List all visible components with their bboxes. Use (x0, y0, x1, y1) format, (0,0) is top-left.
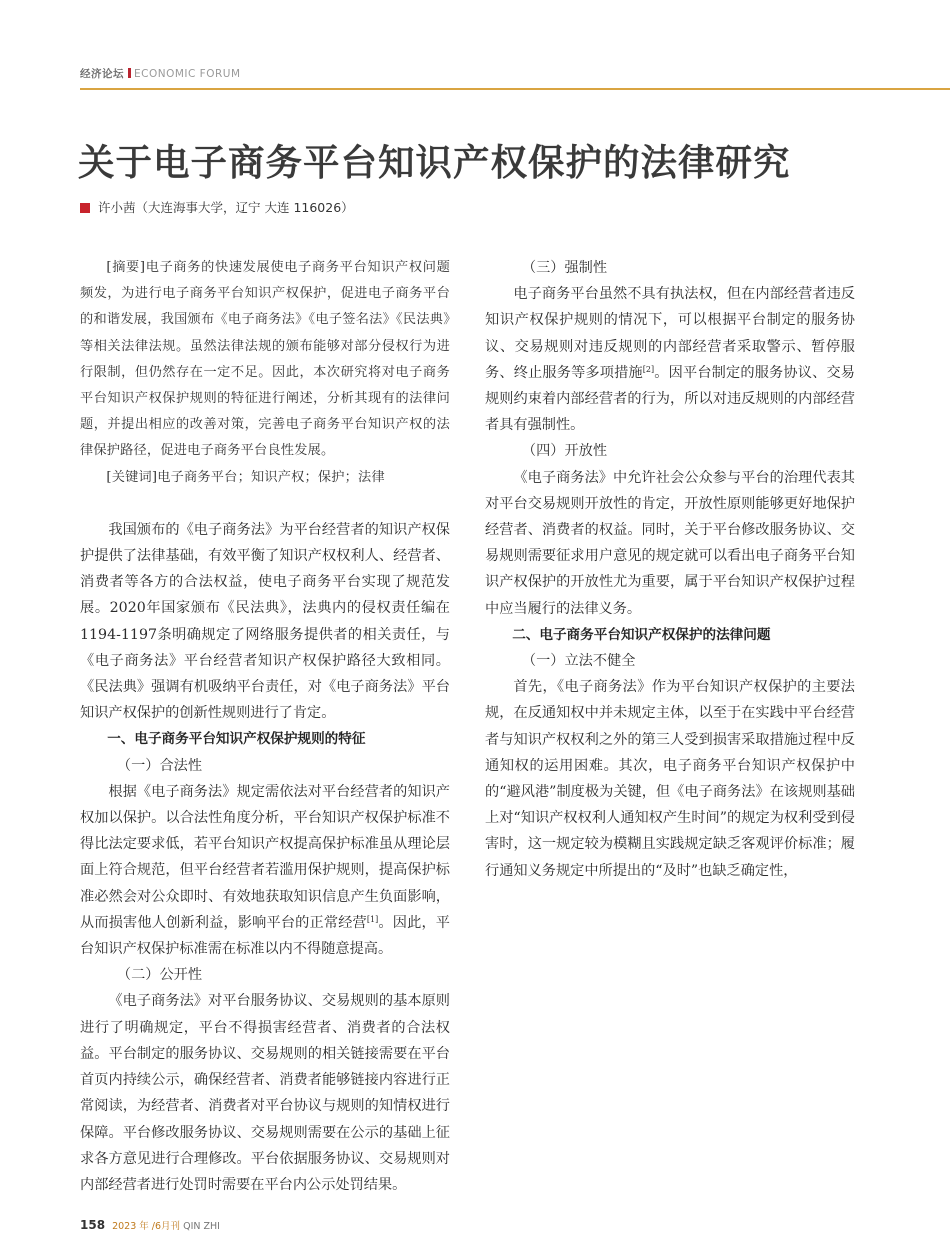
paragraph-text: 电子商务平台虽然不具有执法权，但在内部经营者违反知识产权保护规则的情况下，可以根据平台制定的服务协议、交易规则对违反规则的内部经营者采取警示、暂停服务、终止服务等多项措施 (485, 286, 855, 381)
left-body (80, 517, 450, 1198)
subheading-mandatory: （三）强制性 (521, 260, 608, 276)
subheading-legislation: （一）立法不健全 (521, 653, 636, 670)
paragraph-text: 根据《电子商务法》规定需依法对平台经营者的知识产权加以保护。以合法性角度分析，平台知识产权保护标准不得比法定要求低，若平台知识产权提高保护标准虽从理论层面上符合规范，但平台经营者若滥用保护规则，提高保护标准必然会对公众即时、有效地获取知识信息产生负面影响，从而损害他人创新利益，影响平台的正常经营 (80, 783, 450, 931)
header-rule (80, 88, 950, 90)
section-name: 经济论坛 (80, 68, 124, 80)
paragraph-mandatory (485, 281, 855, 438)
paragraph-text: 。因平台制定的服务协议、交易规则约束着内部经营者的行为，所以对违反规则的内部经营者具有强制性。 (485, 364, 855, 434)
journal-name: QIN ZHI (183, 1221, 220, 1232)
right-column (485, 255, 855, 884)
left-column (80, 255, 450, 1198)
issue-date: 2023 年 /6月刊 (112, 1221, 181, 1232)
citation-1: [1] (366, 914, 379, 924)
article-title: 关于电子商务平台知识产权保护的法律研究 (78, 141, 791, 184)
subheading-legality: （一）合法性 (116, 757, 203, 774)
page-number: 158 (80, 1218, 106, 1232)
header-divider (128, 68, 131, 78)
section-name-en: ECONOMIC FORUM (134, 68, 241, 80)
spacer (80, 491, 450, 517)
abstract-block (80, 255, 450, 491)
citation-2: [2] (642, 364, 655, 374)
page-footer (80, 1218, 220, 1232)
subheading-publicity: （二）公开性 (116, 967, 203, 984)
subheading-openness: （四）开放性 (521, 443, 608, 460)
section-heading-1: 一、电子商务平台知识产权保护规则的特征 (107, 731, 366, 748)
section-heading-2: 二、电子商务平台知识产权保护的法律问题 (512, 626, 771, 643)
paragraph-publicity: 《电子商务法》对平台服务协议、交易规则的基本原则进行了明确规定，平台不得损害经营者、消费者的合法权益。平台制定的服务协议、交易规则的相关链接需要在平台首页内持续公示，确保经营者、消费者能够链接内容进行正常阅读，为经营者、消费者对平台协议与规则的知情权进行保障。平台修改服务协议、交易规则需要在公示的基础上征求各方意见进行合理修改。平台依据服务协议、交易规则对内部经营者进行处罚时需要在平台内公示处罚结果。 (80, 993, 450, 1193)
author-marker (80, 203, 90, 213)
paragraph-legality (80, 779, 450, 962)
abstract: [摘要]电子商务的快速发展使电子商务平台知识产权问题频发，为进行电子商务平台知识产权保护，促进电子商务平台的和谐发展，我国颁布《电子商务法》《电子签名法》《民法典》等相关法律法规。虽然法律法规的颁布能够对部分侵权行为进行限制，但仍然存在一定不足。因此，本次研究将对电子商务平台知识产权保护规则的特征进行阐述，分析其现有的法律问题，并提出相应的改善对策，完善电子商务平台知识产权的法律保护路径，促进电子商务平台良性发展。 (80, 260, 450, 459)
running-header (80, 66, 241, 81)
author-line (80, 198, 354, 216)
author-text: 许小茜（大连海事大学，辽宁 大连 116026） (98, 200, 354, 215)
keywords: [关键词]电子商务平台；知识产权；保护；法律 (106, 469, 385, 485)
paragraph-text: 。因此，平台知识产权保护标准需在标准以内不得随意提高。 (80, 914, 450, 958)
paragraph-legislation: 首先，《电子商务法》作为平台知识产权保护的主要法规，在反通知权中并未规定主体，以至于在实践中平台经营者与知识产权权利之外的第三人受到损害采取措施过程中反通知权的运用困难。其次，电子商务平台知识产权保护中的“避风港”制度极为关键，但《电子商务法》在该规则基础上对“知识产权权利人通知权产生时间”的规定为权利受到侵害时，这一规定较为模糊且实践规定缺乏客观评价标准；履行通知义务规定中所提出的“及时”也缺乏确定性， (485, 679, 855, 879)
paragraph-openness: 《电子商务法》中允许社会公众参与平台的治理代表其对平台交易规则开放性的肯定，开放性原则能够更好地保护经营者、消费者的权益。同时，关于平台修改服务协议、交易规则需要征求用户意见的规定就可以看出电子商务平台知识产权保护的开放性尤为重要，属于平台知识产权保护过程中应当履行的法律义务。 (485, 469, 855, 617)
intro-paragraph: 我国颁布的《电子商务法》为平台经营者的知识产权保护提供了法律基础，有效平衡了知识产权权利人、经营者、消费者等各方的合法权益，使电子商务平台实现了规范发展。2020年国家颁布《民法典》，法典内的侵权责任编在1194-1197条明确规定了网络服务提供者的相关责任，与《电子商务法》平台经营者知识产权保护路径大致相同。《民法典》强调有机吸纳平台责任，对《电子商务法》平台知识产权保护的创新性规则进行了肯定。 (80, 521, 450, 722)
